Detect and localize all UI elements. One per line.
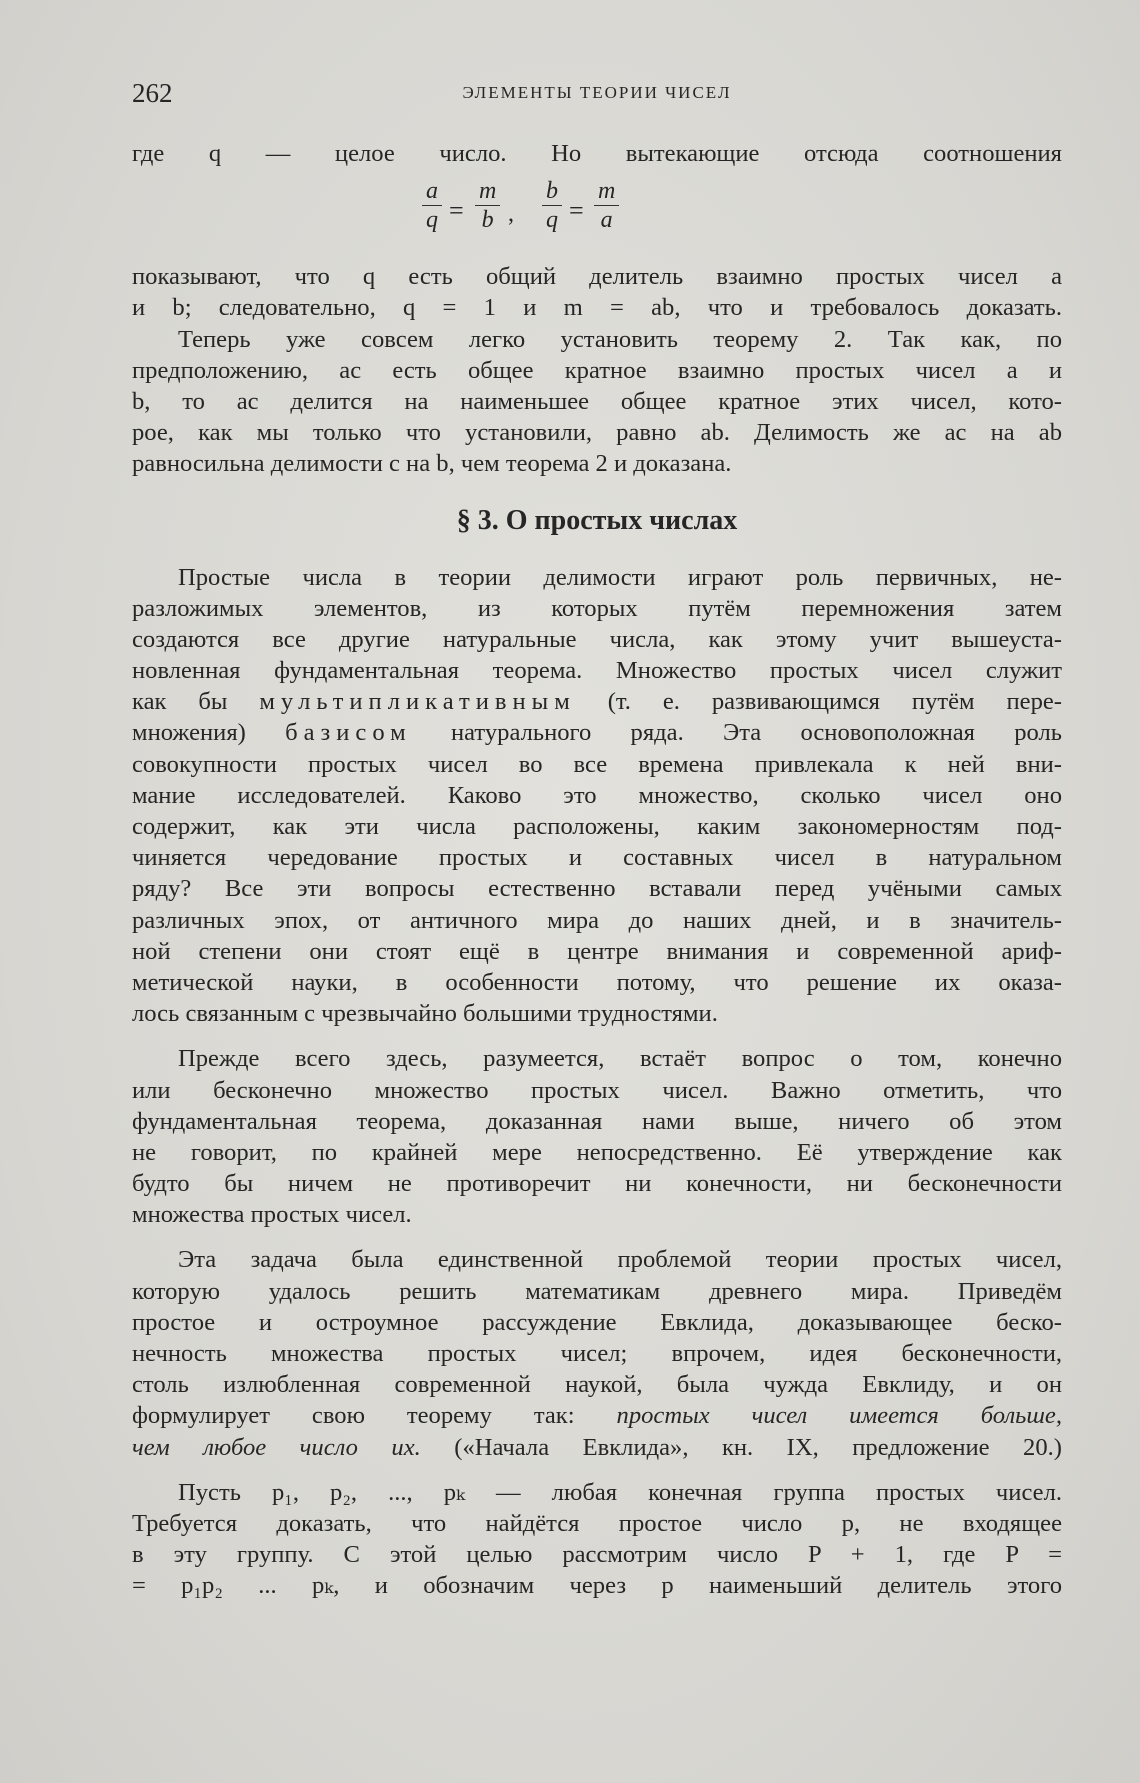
text-fragment: («Начала Евклида», кн. IX, предложение 20.) — [454, 1433, 1062, 1461]
text-line: Пусть p₁, p₂, ..., pₖ — любая конечная группа простых чисел. — [178, 1478, 1062, 1506]
text-line: ной степени они стоят ещё в центре внимания и современной ариф- — [132, 937, 1062, 965]
text-fragment: натурального ряда. Эта основоположная роль — [450, 719, 1062, 747]
page-number: 262 — [132, 78, 173, 108]
text-line — [132, 686, 1062, 717]
text-line: будто бы ничем не противоречит ни конечности, ни бесконечности — [132, 1170, 1062, 1198]
equals-sign: = — [569, 196, 584, 226]
fraction-m-over-b: m b — [475, 177, 500, 234]
text-fragment: (т. е. развивающимся путём пере- — [607, 688, 1062, 716]
text-line: = p₁p₂ ... pₖ, и обозначим через p наименьший делитель этого — [132, 1572, 1062, 1600]
italic-theorem: простых чисел имеется больше, — [616, 1402, 1062, 1430]
text-line: где q — целое число. Но вытекающие отсюда соотношения — [132, 140, 1062, 167]
text-line: показывают, что q есть общий делитель взаимно простых чисел a — [132, 263, 1062, 291]
text-line: создаются все другие натуральные числа, как этому учит вышеуста- — [132, 625, 1062, 653]
text-line: лось связанным с чрезвычайно большими трудностями. — [132, 1000, 718, 1028]
text-line: разложимых элементов, из которых путём перемножения затем — [132, 594, 1062, 622]
text-line: Эта задача была единственной проблемой теории простых чисел, — [178, 1246, 1062, 1274]
page-body — [132, 138, 1062, 1602]
text-fragment: множения) — [132, 719, 246, 747]
text-fragment: формулирует свою теорему так: — [132, 1402, 575, 1430]
text-line — [132, 1432, 1062, 1463]
text-line: Прежде всего здесь, разумеется, встаёт вопрос о том, конечно — [178, 1045, 1062, 1073]
text-line: b, то ac делится на наименьшее общее кратное этих чисел, кото- — [132, 387, 1062, 415]
text-line: нечность множества простых чисел; впрочем, идея бесконечности, — [132, 1340, 1062, 1367]
text-line: различных эпох, от античного мира до наших дней, и в значитель- — [132, 906, 1062, 934]
text-line: рое, как мы только что установили, равно ab. Делимость же ac на ab — [132, 419, 1062, 447]
fraction-m-over-a: m a — [594, 177, 619, 234]
section-heading: § 3. О простых числах — [456, 504, 738, 536]
formula — [132, 169, 1062, 261]
text-line: равносильна делимости c на b, чем теорема 2 и доказана. — [132, 450, 732, 478]
text-line: Теперь уже совсем легко установить теорему 2. Так как, по — [178, 325, 1062, 353]
text-line: мание исследователей. Каково это множество, сколько чисел оно — [132, 781, 1062, 809]
text-line: столь излюбленная современной наукой, была чужда Евклиду, и он — [132, 1371, 1062, 1399]
text-line: в эту группу. С этой целью рассмотрим число P + 1, где P = — [132, 1541, 1062, 1569]
text-line: чиняется чередование простых и составных чисел в натуральном — [132, 844, 1062, 872]
equals-sign: = — [449, 196, 464, 226]
running-title: ЭЛЕМЕНТЫ ТЕОРИИ ЧИСЕЛ — [462, 83, 732, 102]
text-line: содержит, как эти числа расположены, каким закономерностям под- — [132, 813, 1062, 840]
text-line: Простые числа в теории делимости играют роль первичных, не- — [178, 563, 1062, 591]
text-line: не говорит, по крайней мере непосредственно. Её утверждение как — [132, 1138, 1062, 1166]
emphasized-term: базисом — [285, 719, 412, 747]
text-line: которую удалось решить математикам древнего мира. Приведём — [132, 1277, 1062, 1305]
text-line: метической науки, в особенности потому, что решение их оказа- — [132, 968, 1062, 996]
text-line: предположению, ac есть общее кратное взаимно простых чисел a и — [132, 356, 1062, 384]
text-fragment: как бы — [132, 688, 228, 716]
text-line: совокупности простых чисел во все времена привлекала к ней вни- — [132, 750, 1062, 778]
text-line — [132, 1400, 1062, 1431]
page-header — [132, 78, 1062, 118]
text-line: новленная фундаментальная теорема. Множество простых чисел служит — [132, 657, 1062, 685]
text-line: или бесконечно множество простых чисел. Важно отметить, что — [132, 1076, 1062, 1104]
fraction-b-over-q: b q — [542, 177, 562, 234]
text-line: фундаментальная теорема, доказанная нами выше, ничего об этом — [132, 1107, 1062, 1135]
fraction-a-over-q: a q — [422, 177, 442, 234]
italic-theorem: чем любое число их. — [132, 1433, 421, 1461]
text-line: множества простых чисел. — [132, 1201, 412, 1229]
text-line: и b; следовательно, q = 1 и m = ab, что и требовалось доказать. — [132, 294, 1062, 322]
text-line: Требуется доказать, что найдётся простое число p, не входящее — [132, 1509, 1062, 1537]
formula-comma: , — [508, 201, 514, 228]
text-line — [132, 717, 1062, 748]
text-line: ряду? Все эти вопросы естественно вставали перед учёными самых — [132, 875, 1062, 903]
emphasized-term: мультипликативным — [259, 688, 576, 716]
text-line: простое и остроумное рассуждение Евклида, доказывающее беско- — [132, 1308, 1062, 1336]
